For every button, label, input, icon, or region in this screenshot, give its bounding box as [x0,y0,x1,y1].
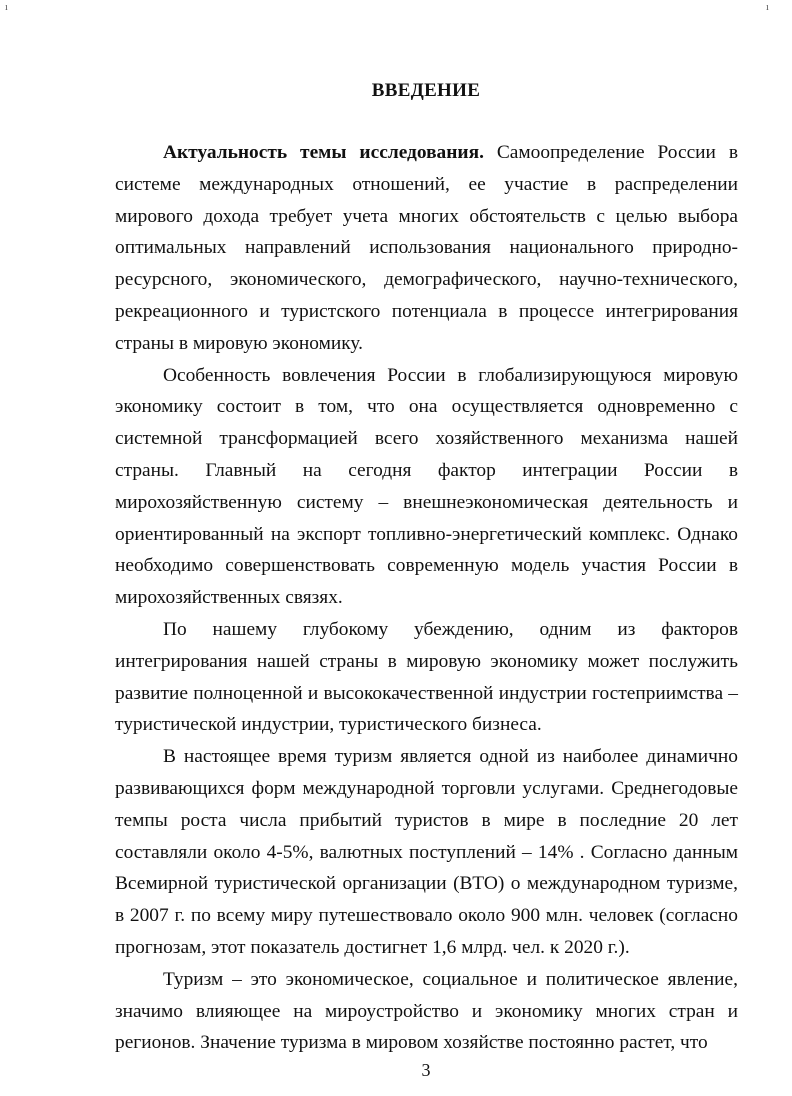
paragraph-text: Самоопределение России в системе международных отношений, ее участие в распределении мирового дохода требует учета многих обстоятельств с целью выбора оптимальных направлений использования национального природно-ресурсного, экономического, демографического, научно-технического, рекреационного и туристского потенциала в процессе интегрирования страны в мировую экономику. [115,142,738,354]
scan-mark-left: ı [5,2,8,13]
paragraph-integration [115,360,738,614]
paragraph-statistics [115,741,738,964]
scan-mark-right: ı [766,2,769,13]
paragraph-text: Туризм – это экономическое, социальное и политическое явление, значимо влияющее на мироустройство и экономику многих стран и регионов. Значение туризма в мировом хозяйстве постоянно растет, что [115,968,738,1054]
page-number: 3 [421,1060,431,1080]
paragraph-relevance [115,137,738,360]
paragraph-text: Особенность вовлечения России в глобализирующуюся мировую экономику состоит в том, что она осуществляется одновременно с системной трансформацией всего хозяйственного механизма нашей страны. Главный на сегодня фактор интеграции России в мирохозяйственную систему – внешнеэкономическая деятельность и ориентированный на экспорт топливно-энергетический комплекс. Однако необходимо совершенствовать современную модель участия России в мирохозяйственных связях. [115,364,738,609]
paragraph-text: В настоящее время туризм является одной из наиболее динамично развивающихся форм международной торговли услугами. Среднегодовые темпы роста числа прибытий туристов в мире в последние 20 лет составляли около 4-5%, валютных поступлений – 14% . Согласно данным Всемирной туристической организации (ВТО) о международном туризме, в 2007 г. по всему миру путешествовало около 900 млн. человек (согласно прогнозам, этот показатель достигнет 1,6 млрд. чел. к 2020 г.). [115,746,738,958]
paragraph-lead: Актуальность темы исследования. [163,142,484,163]
paragraph-tourism-definition [115,964,738,1059]
paragraph-text: По нашему глубокому убеждению, одним из факторов интегрирования нашей страны в мировую экономику может послужить развитие полноценной и высококачественной индустрии гостеприимства – туристической индустрии, туристического бизнеса. [115,618,738,736]
paragraph-conviction [115,614,738,741]
document-body [115,137,738,1059]
page-title: ВВЕДЕНИЕ [371,80,481,101]
